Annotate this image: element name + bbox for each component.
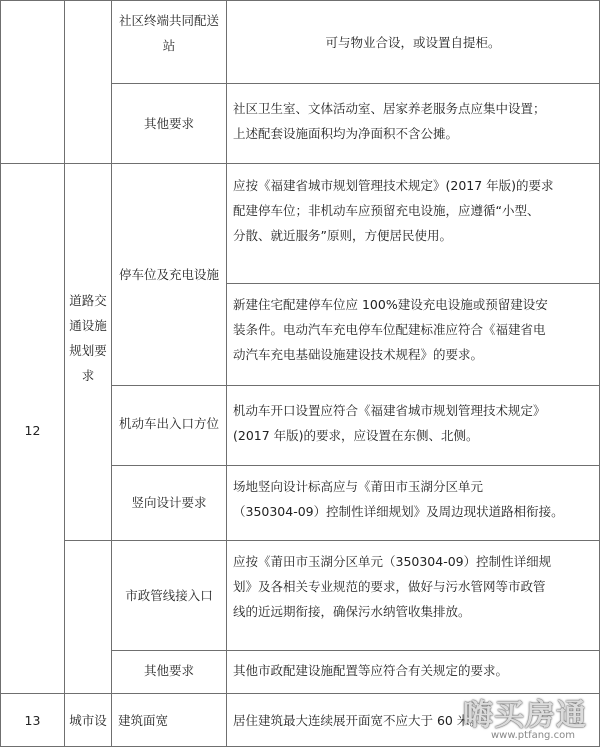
item-cell: 其他要求 (143, 116, 194, 131)
requirement-cell: 应按《莆田市玉湖分区单元（350304-09）控制性详细规 划》及各相关专业规范的要求，做好与污水管网等市政管 线的近远期衔接，确保污水纳管收集排放。 (233, 554, 552, 619)
requirement-cell: 应按《福建省城市规划管理技术规定》(2017 年版)的要求 配建停车位；非机动车应预留充电设施，应遵循“小型、 分散、就近服务”原则，方便居民使用。 (233, 178, 554, 243)
item-cell: 建筑面宽 (118, 713, 169, 728)
requirement-cell: 社区卫生室、文体活动室、居家养老服务点应集中设置； 上述配套设施面积均为净面积不含公摊。 (233, 101, 546, 141)
item-cell: 其他要求 (143, 663, 194, 678)
col-divider (0, 0, 1, 747)
requirement-cell: 可与物业合设，或设置自提柜。 (325, 35, 501, 50)
item-cell: 停车位及充电设施 (118, 267, 219, 282)
item-cell: 社区终端共同配送 站 (118, 13, 219, 53)
row-divider (111, 83, 600, 84)
row-divider (111, 385, 600, 386)
row-divider (111, 465, 600, 466)
item-cell: 市政管线接入口 (125, 588, 213, 603)
watermark (463, 690, 598, 745)
row-divider (111, 650, 600, 651)
watermark-logo: 嗨买房通 (463, 698, 587, 733)
requirement-cell: 其他市政配建设施配置等应符合有关规定的要求。 (233, 663, 509, 678)
row-divider (226, 283, 600, 284)
requirement-cell: 新建住宅配建停车位应 100%建设充电设施或预留建设安 装条件。电动汽车充电停车位配建标准应符合《福建省电 动汽车充电基础设施建设技术规程》的要求。 (233, 297, 548, 362)
category-cell: 城市设 (69, 713, 107, 728)
watermark-url: www.ptfang.com (491, 730, 575, 741)
requirement-cell: 场地竖向设计标高应与《莆田市玉湖分区单元 （350304-09）控制性详细规划》及周边现状道路相衔接。 (233, 479, 564, 519)
category-cell: 道路交 通设施 规划要 求 (69, 293, 107, 383)
item-cell: 竖向设计要求 (131, 495, 207, 510)
requirement-cell: 居住建筑最大连续展开面宽不应大于 60 米。 (233, 713, 482, 728)
row-divider (64, 540, 600, 541)
row-number: 13 (24, 713, 41, 728)
row-number: 12 (24, 423, 41, 438)
col-divider (226, 0, 227, 747)
requirement-cell: 机动车开口设置应符合《福建省城市规划管理技术规定》 (2017 年版)的要求，应设置在东侧、北侧。 (233, 403, 546, 443)
item-cell: 机动车出入口方位 (118, 416, 219, 431)
row-divider (0, 0, 600, 1)
row-divider (0, 163, 600, 164)
